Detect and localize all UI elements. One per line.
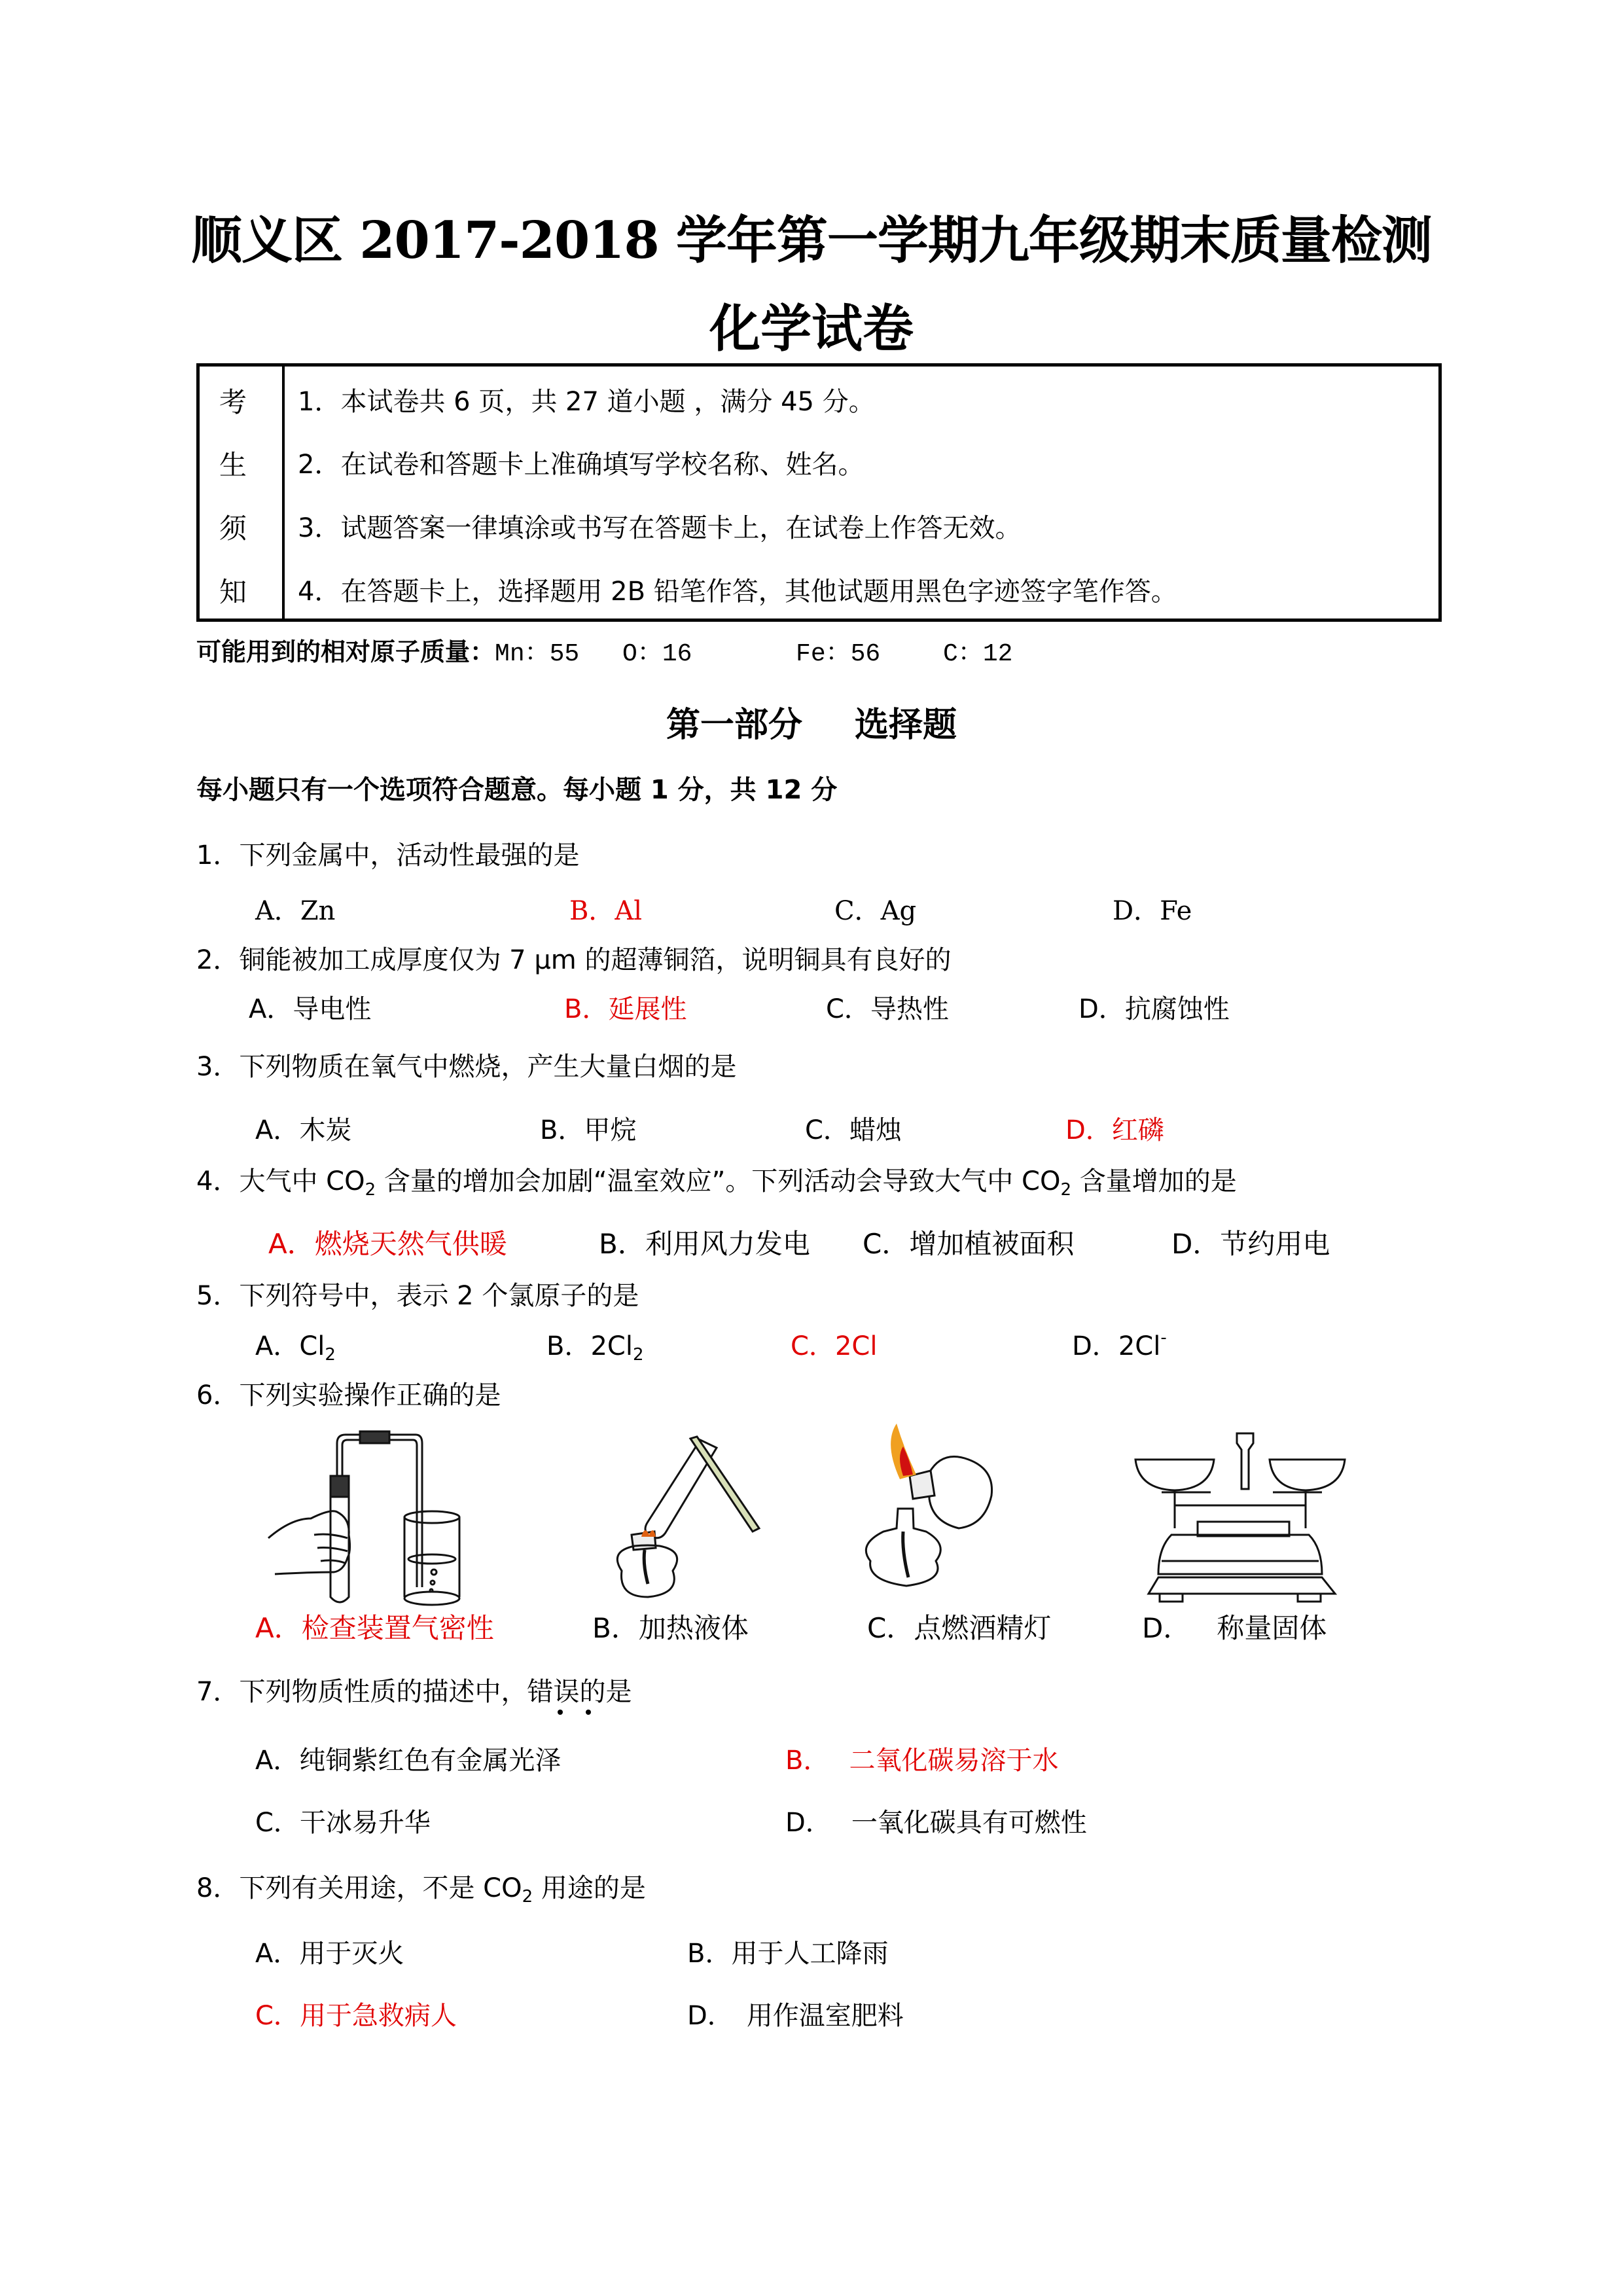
option-letter: D． (785, 1808, 832, 1838)
option-b-answer[interactable] (564, 988, 687, 1026)
option-text: 抗腐蚀性 (1124, 994, 1230, 1024)
option-letter: D． (687, 2001, 734, 2031)
option-text: 红磷 (1111, 1115, 1164, 1145)
atomic-masses (196, 632, 1012, 668)
option-letter: A． (249, 994, 293, 1024)
atomic-mass-value: Fe：56 (796, 640, 881, 668)
option-text: 2Cl (1118, 1331, 1161, 1361)
question-text: 的是 (579, 1677, 632, 1707)
option-text: 蜡烛 (849, 1115, 902, 1145)
option-d[interactable] (1142, 1607, 1327, 1646)
question-stem (196, 1374, 501, 1412)
option-c[interactable] (863, 1223, 1074, 1262)
exam-subtitle: 化学试卷 (709, 299, 914, 359)
subscript: 2 (325, 1345, 336, 1365)
option-b[interactable] (687, 1933, 888, 1970)
option-text: 加热液体 (638, 1612, 749, 1644)
option-c-answer[interactable] (791, 1325, 877, 1363)
atomic-mass-value: Mn：55 (495, 640, 580, 668)
option-letter: B． (599, 1228, 645, 1260)
emphasis-dot (558, 1710, 563, 1715)
option-letter: A． (255, 1746, 300, 1776)
option-letter: D． (1065, 1115, 1112, 1145)
option-text: 一氧化碳具有可燃性 (851, 1808, 1087, 1838)
question-number: 3． (196, 1052, 240, 1082)
option-a[interactable] (255, 1325, 336, 1363)
option-text: 甲烷 (584, 1115, 637, 1145)
notice-item: 2．在试卷和答题卡上准确填写学校名称、姓名。 (298, 450, 865, 480)
option-b[interactable] (592, 1607, 749, 1646)
question-number: 5． (196, 1281, 240, 1311)
option-text: Al (615, 896, 643, 926)
notice-side-label (200, 367, 285, 619)
option-a[interactable] (255, 1740, 561, 1777)
option-text: 用于人工降雨 (731, 1939, 889, 1969)
section-heading (0, 697, 1623, 746)
option-text: 称量固体 (1217, 1612, 1327, 1644)
option-text: 2Cl (590, 1331, 633, 1361)
option-d-answer[interactable] (1065, 1109, 1164, 1147)
option-text: 增加植被面积 (909, 1228, 1075, 1260)
atomic-masses-label: 可能用到的相对原子质量： (196, 637, 495, 666)
question-text: 下列有关用途，不是 CO (239, 1873, 522, 1903)
option-d[interactable] (785, 1802, 1087, 1839)
option-b-answer[interactable] (569, 890, 642, 927)
option-letter: A． (268, 1228, 315, 1260)
option-c[interactable] (805, 1109, 902, 1147)
notice-side-char: 考 (219, 386, 247, 418)
balance-scale-icon (1132, 1430, 1355, 1607)
option-text: 导电性 (293, 994, 372, 1024)
question-number: 4． (196, 1166, 240, 1196)
subscript: 2 (522, 1887, 533, 1907)
notice-side-char: 须 (219, 512, 247, 545)
option-text: 利用风力发电 (645, 1228, 810, 1260)
notice-item: 1．本试卷共 6 页，共 27 道小题 ，满分 45 分。 (298, 387, 875, 417)
question-number: 7． (196, 1677, 240, 1707)
question-stem (196, 1275, 639, 1312)
question-number: 2． (196, 945, 240, 975)
subscript: 2 (1060, 1180, 1071, 1200)
section-instructions: 每小题只有一个选项符合题意。每小题 1 分，共 12 分 (196, 775, 838, 805)
question-number: 6． (196, 1380, 240, 1410)
option-d[interactable] (1079, 988, 1230, 1026)
option-letter: C． (805, 1115, 849, 1145)
option-text: 2Cl (834, 1331, 878, 1361)
option-letter: C． (255, 1808, 300, 1838)
superscript: - (1160, 1328, 1167, 1348)
question-stem (196, 1046, 736, 1083)
option-text: Cl (299, 1331, 325, 1361)
question-text: 下列金属中，活动性最强的是 (239, 840, 580, 870)
lighting-alcohol-lamp-icon (851, 1424, 1034, 1600)
option-d[interactable] (1113, 890, 1192, 927)
option-letter: D． (1079, 994, 1125, 1024)
option-letter: B． (564, 994, 609, 1024)
option-a-answer[interactable] (255, 1607, 494, 1646)
option-letter: C． (791, 1331, 835, 1361)
option-b[interactable] (546, 1325, 644, 1363)
question-text: 下列物质性质的描述中， (239, 1677, 527, 1707)
option-letter: C． (255, 2001, 300, 2031)
option-letter: B． (569, 896, 615, 926)
option-d[interactable] (1171, 1223, 1330, 1262)
heating-liquid-icon (582, 1433, 772, 1604)
option-text: 点燃酒精灯 (914, 1612, 1052, 1644)
option-letter: D． (1142, 1612, 1191, 1644)
option-text: Fe (1160, 896, 1192, 926)
question-text: 大气中 CO (239, 1166, 365, 1196)
option-text: 燃烧天然气供暖 (314, 1228, 507, 1260)
question-number: 8． (196, 1873, 240, 1903)
option-text: 检查装置气密性 (301, 1612, 494, 1644)
option-d[interactable] (687, 1995, 904, 2032)
option-text: 延展性 (608, 994, 687, 1024)
option-text: 纯铜紫红色有金属光泽 (299, 1746, 562, 1776)
option-letter: C． (863, 1228, 910, 1260)
section-part: 第一部分 (666, 706, 802, 745)
option-a[interactable] (249, 988, 371, 1026)
option-letter: A． (255, 1331, 300, 1361)
option-a[interactable] (255, 1109, 351, 1147)
option-b[interactable] (540, 1109, 636, 1147)
option-letter: B． (592, 1612, 639, 1644)
option-text: 导热性 (870, 994, 949, 1024)
option-c[interactable] (834, 890, 916, 927)
emphasis-dot (586, 1710, 591, 1715)
option-letter: D． (1072, 1331, 1118, 1361)
exam-title: 顺义区 2017-2018 学年第一学期九年级期末质量检测 (191, 211, 1432, 270)
question-number: 1． (196, 840, 240, 870)
question-text: 含量增加的是 (1071, 1166, 1237, 1196)
option-text: 节约用电 (1220, 1228, 1330, 1260)
notice-item: 4．在答题卡上，选择题用 2B 铅笔作答，其他试题用黑色字迹签字笔作答。 (298, 577, 1177, 607)
option-a-answer[interactable] (268, 1223, 507, 1262)
subscript: 2 (365, 1180, 376, 1200)
notice-side-char: 知 (219, 576, 247, 608)
option-letter: C． (834, 896, 881, 926)
option-text: 用作温室肥料 (746, 2001, 904, 2031)
option-c[interactable] (826, 988, 949, 1026)
atomic-mass-value: O：16 (622, 640, 692, 668)
question-text: 铜能被加工成厚度仅为 7 μm 的超薄铜箔，说明铜具有良好的 (239, 945, 952, 975)
option-letter: A． (255, 1939, 300, 1969)
option-c-answer[interactable] (255, 1995, 457, 2032)
option-a[interactable] (255, 1933, 404, 1970)
question-stem (196, 834, 579, 872)
option-c[interactable] (867, 1607, 1051, 1646)
option-letter: A． (255, 1612, 302, 1644)
airtightness-check-icon (265, 1420, 501, 1610)
option-text: 干冰易升华 (299, 1808, 431, 1838)
option-text: 用于灭火 (299, 1939, 404, 1969)
option-text: Ag (880, 896, 917, 926)
option-b[interactable] (599, 1223, 810, 1262)
option-text: 二氧化碳易溶于水 (849, 1746, 1059, 1776)
question-stem (196, 939, 951, 977)
option-letter: C． (867, 1612, 914, 1644)
question-text: 用途的是 (533, 1873, 646, 1903)
emphasized-text: 错误 (527, 1677, 580, 1707)
notice-item: 3．试题答案一律填涂或书写在答题卡上，在试卷上作答无效。 (298, 513, 1022, 543)
section-name: 选择题 (855, 706, 957, 745)
question-stem (196, 1671, 632, 1708)
option-letter: D． (1171, 1228, 1221, 1260)
question-text: 下列实验操作正确的是 (239, 1380, 501, 1410)
option-letter: C． (826, 994, 870, 1024)
question-stem (196, 1160, 1237, 1198)
option-letter: B． (785, 1746, 830, 1776)
option-text: 木炭 (299, 1115, 352, 1145)
option-a[interactable] (255, 890, 335, 927)
question-text: 下列符号中，表示 2 个氯原子的是 (239, 1281, 639, 1311)
option-d[interactable] (1072, 1325, 1167, 1363)
question-stem (196, 1867, 646, 1905)
option-letter: B． (687, 1939, 732, 1969)
subscript: 2 (632, 1345, 644, 1365)
exam-notice-table (196, 363, 1442, 622)
option-letter: A． (255, 896, 300, 926)
option-letter: B． (546, 1331, 591, 1361)
question-text: 下列物质在氧气中燃烧，产生大量白烟的是 (239, 1052, 737, 1082)
option-letter: D． (1113, 896, 1160, 926)
option-letter: A． (255, 1115, 300, 1145)
option-text: Zn (300, 896, 336, 926)
option-c[interactable] (255, 1802, 431, 1839)
option-letter: B． (540, 1115, 584, 1145)
notice-side-char: 生 (219, 449, 247, 481)
atomic-mass-value: C：12 (943, 640, 1013, 668)
question-text: 含量的增加会加剧“温室效应”。下列活动会导致大气中 CO (376, 1166, 1061, 1196)
option-text: 用于急救病人 (299, 2001, 457, 2031)
option-b-answer[interactable] (785, 1740, 1058, 1777)
